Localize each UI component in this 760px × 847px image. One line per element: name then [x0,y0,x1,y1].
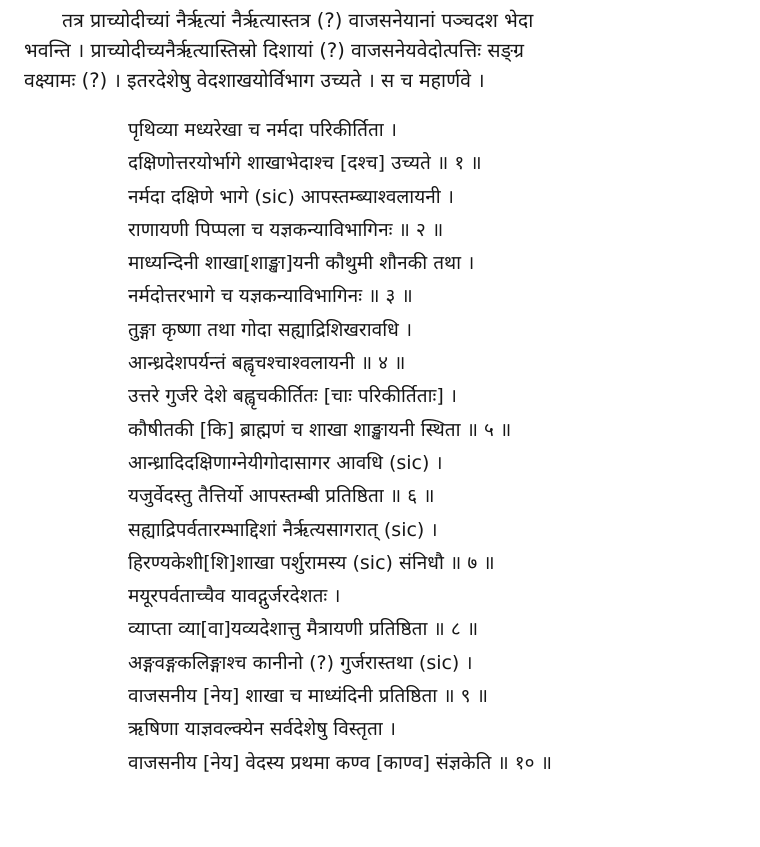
prose-line: भवन्ति । प्राच्योदीच्यनैर्ऋत्यास्तिस्रो दिशायां (?) वाजसनेयवेदोत्पत्तिः सङ्ग्र [24,39,525,62]
verse-line: पृथिव्या मध्यरेखा च नर्मदा परिकीर्तिता । [128,119,397,141]
verse-line: अङ्गवङ्गकलिङ्गाश्च कानीनो (?) गुर्जरास्तथा (sic) । [128,651,473,674]
verse-line: मयूरपर्वताच्चैव यावद्गुर्जरदेशतः । [128,585,341,608]
verse-line: नर्मदोत्तरभागे च यज्ञकन्याविभागिनः ॥ ३ ॥ [128,285,413,308]
verse-line: कौषीतकी [कि] ब्राह्मणं च शाखा शाङ्खायनी स्थिता ॥ ५ ॥ [128,418,512,441]
verse-line: हिरण्यकेशी[शि]शाखा पर्शुरामस्य (sic) संनिधौ ॥ ७ ॥ [128,551,495,574]
verse-block [128,114,728,780]
prose-line: वक्ष्यामः (?) । इतरदेशेषु वेदशाखयोर्विभाग उच्यते । स च महार्णवे । [24,69,485,92]
verse-line: व्याप्ता व्या[वा]यव्यदेशात्तु मैत्रायणी प्रतिष्ठिता ॥ ८ ॥ [128,618,479,641]
verse-line: तुङ्गा कृष्णा तथा गोदा सह्याद्रिशिखरावधि । [128,318,413,341]
verse-line: यजुर्वेदस्तु तैत्तिर्यो आपस्तम्बी प्रतिष्ठिता ॥ ६ ॥ [128,485,435,508]
verse-line: ऋषिणा याज्ञवल्क्येन सर्वदेशेषु विस्तृता । [128,718,396,741]
verse-line: दक्षिणोत्तरयोर्भागे शाखाभेदाश्च [दश्च] उच्यते ॥ १ ॥ [128,152,482,175]
verse-line: नर्मदा दक्षिणे भागे (sic) आपस्तम्ब्याश्वलायनी । [128,185,454,208]
verse-line: माध्यन्दिनी शाखा[शाङ्खा]यनी कौथुमी शौनकी तथा । [128,252,475,275]
verse-line: राणायणी पिप्पला च यज्ञकन्याविभागिनः ॥ २ ॥ [128,218,444,241]
verse-line: वाजसनीय [नेय] शाखा च माध्यंदिनी प्रतिष्ठिता ॥ ९ ॥ [128,685,488,708]
verse-line: आन्ध्रादिदक्षिणाग्नेयीगोदासागर आवधि (sic) । [128,451,443,474]
verse-line: वाजसनीय [नेय] वेदस्य प्रथमा कण्व [काण्व] संज्ञकेति ॥ १० ॥ [128,751,552,774]
prose-paragraph [24,6,742,96]
verse-line: आन्ध्रदेशपर्यन्तं बह्वृचश्चाश्वलायनी ॥ ४ ॥ [128,352,406,375]
verse-line: उत्तरे गुर्जरे देशे बह्वृचकीर्तितः [चाः परिकीर्तिताः] । [128,385,457,408]
prose-line: तत्र प्राच्योदीच्यां नैर्ऋत्यां नैर्ऋत्यास्तत्र (?) वाजसनेयानां पञ्चदश भेदा [62,9,534,32]
verse-line: सह्याद्रिपर्वतारम्भाद्दिशां नैर्ऋत्यसागरात् (sic) । [128,518,438,541]
